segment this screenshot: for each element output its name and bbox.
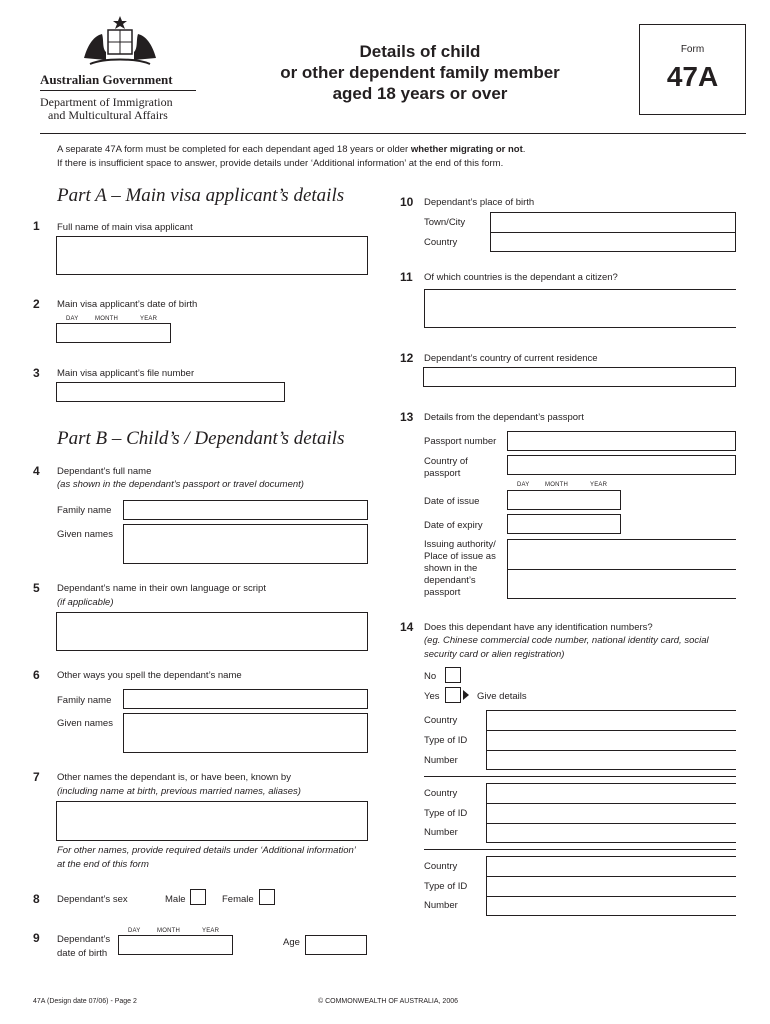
q13-country-label-1: Country of: [424, 456, 468, 467]
q13-month-caption: MONTH: [545, 482, 568, 488]
q14-yes-checkbox[interactable]: [445, 687, 461, 703]
q7-number: 7: [33, 770, 40, 784]
q4-number: 4: [33, 464, 40, 478]
q9-month-caption: MONTH: [157, 928, 180, 934]
government-name: Australian Government: [40, 72, 173, 87]
q7-label: Other names the dependant is, or have been, known by: [57, 772, 291, 783]
q13-passport-number-label: Passport number: [424, 436, 497, 447]
q12-number: 12: [400, 351, 414, 365]
q14-id1-country-label: Country: [424, 715, 458, 726]
q7-other-names-field[interactable]: [56, 801, 368, 841]
q5-note: (if applicable): [57, 597, 114, 608]
q7-footnote-2: at the end of this form: [57, 859, 149, 870]
form-label: Form: [680, 44, 705, 55]
q14-no-checkbox[interactable]: [445, 667, 461, 683]
q2-number: 2: [33, 297, 40, 311]
q14-yes-label: Yes: [424, 691, 440, 702]
q14-give-details-label: Give details: [477, 691, 527, 702]
q6-family-name-field[interactable]: [123, 689, 368, 709]
q4-family-name-label: Family name: [57, 505, 112, 516]
q5-label: Dependant’s name in their own language or script: [57, 583, 266, 594]
q10-town-label: Town/City: [424, 217, 466, 228]
q4-note: (as shown in the dependant’s passport or travel document): [57, 479, 304, 490]
q6-given-names-field[interactable]: [123, 713, 368, 753]
q14-id1-number-label: Number: [424, 755, 458, 766]
q9-date-of-birth-field[interactable]: [118, 935, 233, 955]
form-title: Details of child or other dependent family member aged 18 years or over: [280, 42, 560, 103]
q8-female-checkbox[interactable]: [259, 889, 275, 905]
q9-day-caption: DAY: [128, 928, 141, 934]
department-line-2: and Multicultural Affairs: [48, 108, 168, 122]
q13-label: Details from the dependant’s passport: [424, 412, 584, 423]
q2-year-caption: YEAR: [140, 316, 158, 322]
q13-date-expiry-field[interactable]: [507, 514, 621, 534]
q14-id2-number-label: Number: [424, 827, 458, 838]
q3-file-number-field[interactable]: [56, 382, 285, 402]
q14-no-label: No: [424, 671, 437, 682]
q8-female-label: Female: [222, 894, 254, 905]
footer-page-info: 47A (Design date 07/06) - Page 2: [33, 998, 137, 1005]
footer-copyright: © COMMONWEALTH OF AUSTRALIA, 2006: [318, 998, 458, 1005]
q10-number: 10: [400, 195, 414, 209]
q9-label-2: date of birth: [57, 948, 108, 959]
q11-number: 11: [400, 270, 413, 284]
q13-date-expiry-label: Date of expiry: [424, 520, 483, 531]
q11-label: Of which countries is the dependant a citizen?: [424, 272, 618, 283]
q8-label: Dependant’s sex: [57, 894, 128, 905]
q3-label: Main visa applicant’s file number: [57, 368, 195, 379]
q5-number: 5: [33, 581, 40, 595]
q14-id3-country-label: Country: [424, 861, 458, 872]
q13-year-caption: YEAR: [590, 482, 608, 488]
q12-residence-field[interactable]: [423, 367, 736, 387]
form-number-box: [639, 24, 746, 115]
q1-label: Full name of main visa applicant: [57, 222, 193, 233]
q4-given-names-field[interactable]: [123, 524, 368, 564]
q14-id2-field[interactable]: [486, 783, 736, 843]
q9-number: 9: [33, 931, 40, 945]
part-a-title: Part A – Main visa applicant’s details: [57, 185, 345, 206]
q13-date-issue-field[interactable]: [507, 490, 621, 510]
department-line-1: Department of Immigration: [40, 95, 173, 109]
q14-id3-field[interactable]: [486, 856, 736, 916]
q13-number: 13: [400, 410, 414, 424]
q9-label-1: Dependant’s: [57, 934, 111, 945]
q10-label: Dependant’s place of birth: [424, 197, 535, 208]
intro-line-1: A separate 47A form must be completed for each dependant aged 18 years or older whether migrating or not.: [57, 144, 526, 155]
q14-id2-country-label: Country: [424, 788, 458, 799]
q10-country-label: Country: [424, 237, 458, 248]
q14-id3-number-label: Number: [424, 900, 458, 911]
q4-given-names-label: Given names: [57, 529, 113, 540]
q14-label: Does this dependant have any identification numbers?: [424, 622, 653, 633]
q6-label: Other ways you spell the dependant’s name: [57, 670, 242, 681]
q3-number: 3: [33, 366, 40, 380]
q14-id1-field[interactable]: [486, 710, 736, 770]
q2-date-of-birth-field[interactable]: [56, 323, 171, 343]
q13-country-field[interactable]: [507, 455, 736, 475]
part-b-title: Part B – Child’s / Dependant’s details: [57, 428, 345, 449]
q9-age-label: Age: [283, 937, 300, 948]
q8-male-checkbox[interactable]: [190, 889, 206, 905]
q4-family-name-field[interactable]: [123, 500, 368, 520]
q2-label: Main visa applicant’s date of birth: [57, 299, 198, 310]
q13-date-issue-label: Date of issue: [424, 496, 480, 507]
q8-male-label: Male: [165, 894, 186, 905]
q1-number: 1: [33, 219, 40, 233]
form-number: 47A: [666, 61, 719, 92]
q7-footnote-1: For other names, provide required details under ‘Additional information’: [57, 845, 356, 856]
q9-age-field[interactable]: [305, 935, 367, 955]
intro-line-2: If there is insufficient space to answer, provide details under ‘Additional information’ at the end of this form.: [57, 158, 504, 169]
q13-country-label-2: passport: [424, 468, 461, 479]
q5-own-language-name-field[interactable]: [56, 612, 368, 651]
q8-number: 8: [33, 892, 40, 906]
q6-given-names-label: Given names: [57, 718, 113, 729]
q4-label: Dependant’s full name: [57, 466, 152, 477]
q11-citizenship-field[interactable]: [424, 289, 736, 328]
q7-note: (including name at birth, previous married names, aliases): [57, 786, 301, 797]
q13-authority-label: Issuing authority/ Place of issue as shown in the dependant’s passport: [424, 539, 496, 598]
q14-id2-type-label: Type of ID: [424, 808, 468, 819]
q2-day-caption: DAY: [66, 316, 79, 322]
arrow-right-icon: [463, 690, 469, 700]
q14-id3-type-label: Type of ID: [424, 881, 468, 892]
q14-id1-type-label: Type of ID: [424, 735, 468, 746]
q9-year-caption: YEAR: [202, 928, 220, 934]
q13-passport-number-field[interactable]: [507, 431, 736, 451]
q14-note: (eg. Chinese commercial code number, national identity card, social security card or alien registration): [424, 635, 709, 660]
q6-number: 6: [33, 668, 40, 682]
q14-number: 14: [400, 620, 414, 634]
q2-month-caption: MONTH: [95, 316, 118, 322]
q1-main-applicant-name-field[interactable]: [56, 236, 368, 275]
coat-of-arms-logo: [80, 14, 160, 70]
q6-family-name-label: Family name: [57, 695, 112, 706]
q13-day-caption: DAY: [517, 482, 530, 488]
q12-label: Dependant’s country of current residence: [424, 353, 598, 364]
